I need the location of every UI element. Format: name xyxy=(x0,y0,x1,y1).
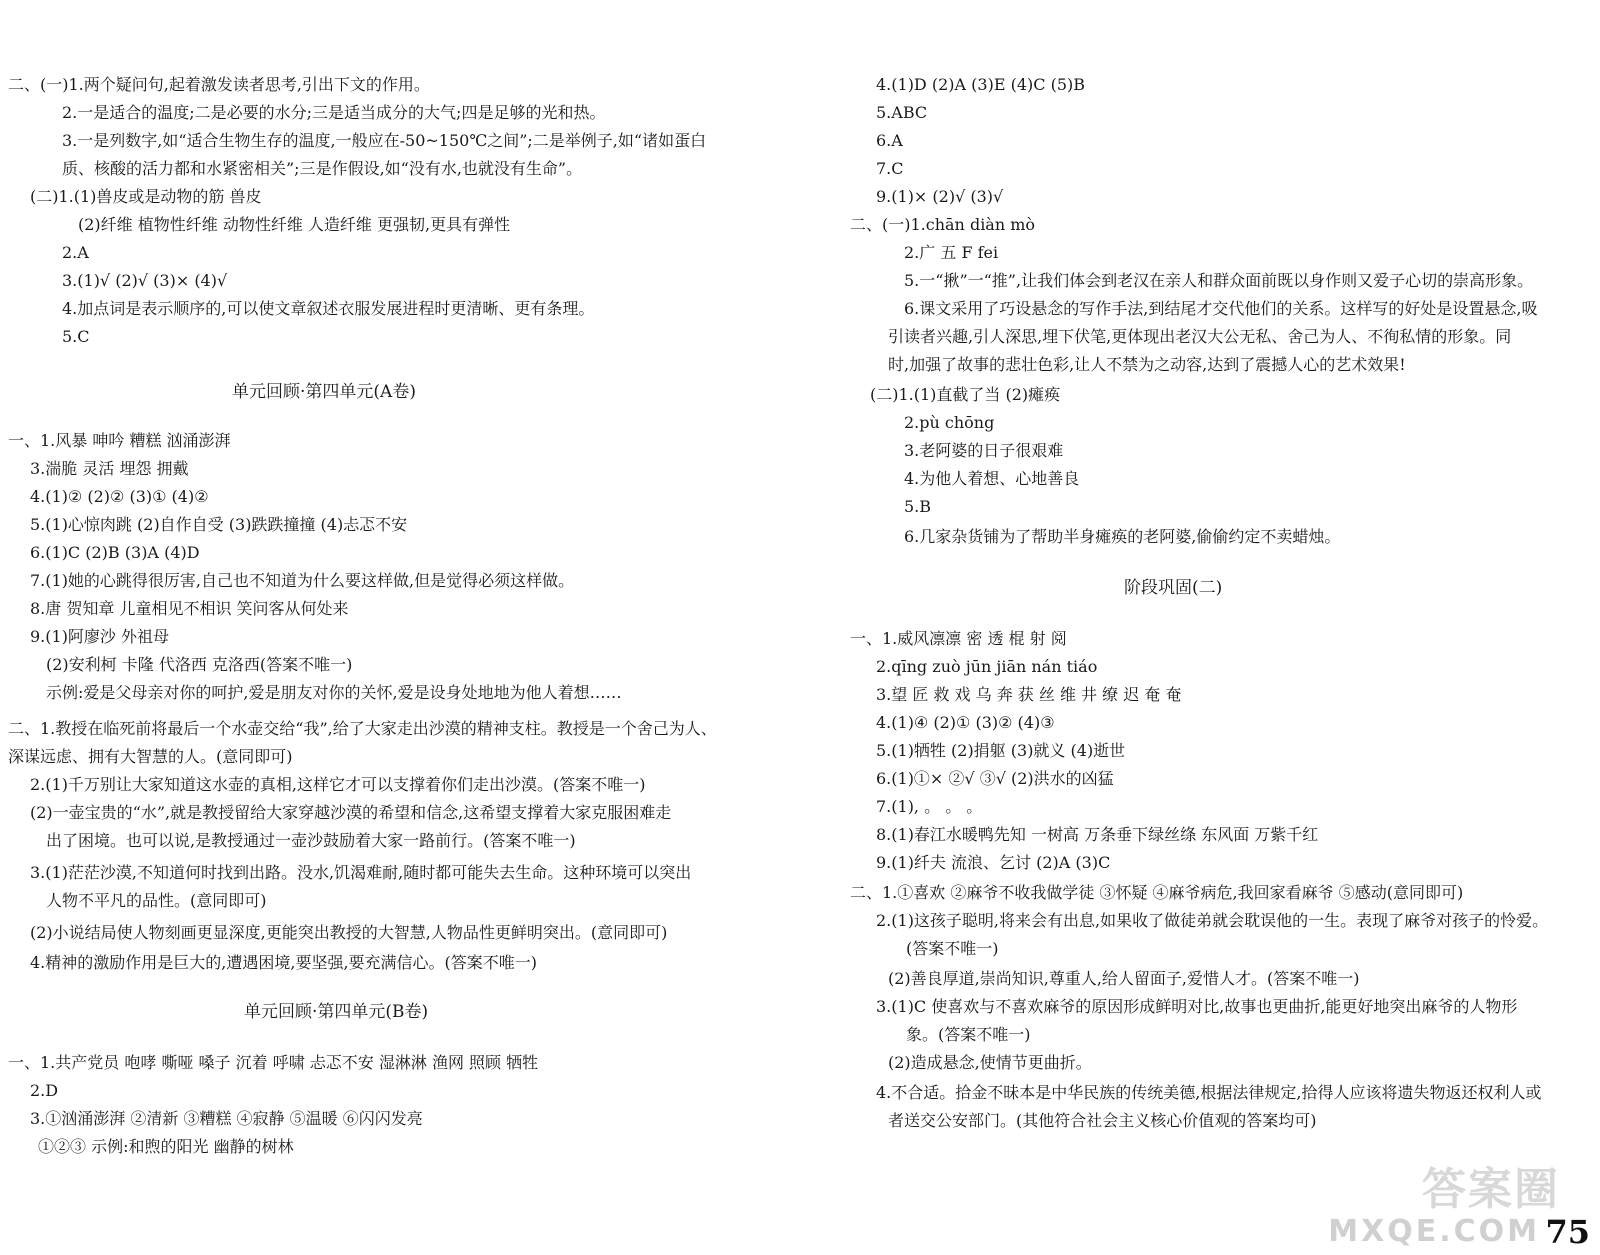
answer-line: 质、核酸的活力都和水紧密相关”;三是作假设,如“没有水,也就没有生命”。 xyxy=(62,159,583,178)
answer-line: 7.(1)她的心跳得很厉害,自己也不知道为什么要这样做,但是觉得必须这样做。 xyxy=(30,571,575,590)
answer-line: 引读者兴趣,引人深思,埋下伏笔,更体现出老汉大公无私、舍己为人、不徇私情的形象。同 xyxy=(888,327,1512,346)
answer-line: 2.一是适合的温度;二是必要的水分;三是适当成分的大气;四是足够的光和热。 xyxy=(62,103,606,122)
answer-line: 5.一“揪”一“推”,让我们体会到老汉在亲人和群众面前既以身作则又爱子心切的崇高形象。 xyxy=(904,271,1534,290)
answer-line: 3.老阿婆的日子很艰难 xyxy=(904,441,1064,460)
answer-line: 深谋远虑、拥有大智慧的人。(意同即可) xyxy=(8,747,293,766)
answer-line: 二、(一)1.chān diàn mò xyxy=(850,215,1036,234)
answer-line: 4.(1)② (2)② (3)① (4)② xyxy=(30,487,209,506)
answer-line: 5.(1)牺牲 (2)捐躯 (3)就义 (4)逝世 xyxy=(876,741,1126,760)
answer-line: 3.望 匠 救 戏 乌 奔 获 丝 维 井 缭 迟 奄 奄 xyxy=(876,685,1182,704)
watermark-url: MXQE.COM xyxy=(1328,1214,1540,1249)
answer-line: 9.(1)纤夫 流浪、乞讨 (2)A (3)C xyxy=(876,853,1111,872)
answer-line: 2.A xyxy=(62,243,89,262)
answer-line: 2.D xyxy=(30,1081,59,1100)
answer-line: 5.B xyxy=(904,497,932,516)
answer-line: 3.湍脆 灵活 埋怨 拥戴 xyxy=(30,459,189,478)
answer-line: 7.C xyxy=(876,159,904,178)
answer-line: 4.(1)④ (2)① (3)② (4)③ xyxy=(876,713,1055,732)
answer-line: 出了困境。也可以说,是教授通过一壶沙鼓励着大家一路前行。(答案不唯一) xyxy=(46,831,576,850)
answer-line: (二)1.(1)直截了当 (2)瘫痪 xyxy=(870,385,1061,404)
answer-line: 6.(1)C (2)B (3)A (4)D xyxy=(30,543,200,562)
answer-line: 3.(1)茫茫沙漠,不知道何时找到出路。没水,饥渴难耐,随时都可能失去生命。这种环境可以突出 xyxy=(30,863,692,882)
answer-line: 2.qīng zuò jūn jiān nán tiáo xyxy=(876,657,1098,676)
answer-line: 2.(1)千万别让大家知道这水壶的真相,这样它才可以支撑着你们走出沙漠。(答案不唯一) xyxy=(30,775,646,794)
section-title: 单元回顾·第四单元(B卷) xyxy=(244,1002,429,1022)
answer-line: 6.几家杂货铺为了帮助半身瘫痪的老阿婆,偷偷约定不卖蜡烛。 xyxy=(904,527,1341,546)
answer-line: 象。(答案不唯一) xyxy=(906,1025,1031,1044)
answer-line: 5.C xyxy=(62,327,90,346)
answer-line: 5.(1)心惊肉跳 (2)自作自受 (3)跌跌撞撞 (4)忐忑不安 xyxy=(30,515,408,534)
answer-line: 一、1.共产党员 咆哮 嘶哑 嗓子 沉着 呼啸 忐忑不安 湿淋淋 渔网 照顾 牺牲 xyxy=(8,1053,539,1072)
answer-line: (2)一壶宝贵的“水”,就是教授留给大家穿越沙漠的希望和信念,这希望支撑着大家克服困难走 xyxy=(30,803,672,822)
answer-line: 示例:爱是父母亲对你的呵护,爱是朋友对你的关怀,爱是设身处地地为他人着想…… xyxy=(46,683,622,702)
answer-line: 时,加强了故事的悲壮色彩,让人不禁为之动容,达到了震撼人心的艺术效果! xyxy=(888,355,1406,374)
answer-line: 人物不平凡的品性。(意同即可) xyxy=(46,891,267,910)
answer-line: (2)小说结局使人物刻画更显深度,更能突出教授的大智慧,人物品性更鲜明突出。(意同即可) xyxy=(30,923,668,942)
answer-line: 二、1.①喜欢 ②麻爷不收我做学徒 ③怀疑 ④麻爷病危,我回家看麻爷 ⑤感动(意同即可) xyxy=(850,883,1464,902)
answer-line: 3.(1)C 使喜欢与不喜欢麻爷的原因形成鲜明对比,故事也更曲折,能更好地突出麻爷的人物形 xyxy=(876,997,1518,1016)
answer-line: 3.(1)√ (2)√ (3)× (4)√ xyxy=(62,271,228,290)
answer-line: (2)安利柯 卡隆 代洛西 克洛西(答案不唯一) xyxy=(46,655,353,674)
answer-line: 6.A xyxy=(876,131,903,150)
answer-line: 6.(1)①× ②√ ③√ (2)洪水的凶猛 xyxy=(876,769,1114,788)
answer-line: 4.为他人着想、心地善良 xyxy=(904,469,1080,488)
answer-line: 6.课文采用了巧设悬念的写作手法,到结尾才交代他们的关系。这样写的好处是设置悬念,吸 xyxy=(904,299,1538,318)
answer-line: 2.广 五 F fei xyxy=(904,243,999,262)
page-number: 75 xyxy=(1545,1213,1590,1251)
answer-line: (2)纤维 植物性纤维 动物性纤维 人造纤维 更强韧,更具有弹性 xyxy=(78,215,511,234)
answer-line: 5.ABC xyxy=(876,103,928,122)
answer-line: (二)1.(1)兽皮或是动物的筋 兽皮 xyxy=(30,187,262,206)
answer-line: 7.(1), 。 。 。 xyxy=(876,797,983,816)
answer-line: 2.pù chōng xyxy=(904,413,995,432)
answer-line: (答案不唯一) xyxy=(906,939,999,958)
answer-line: 8.(1)春江水暖鸭先知 一树高 万条垂下绿丝绦 东风面 万紫千红 xyxy=(876,825,1319,844)
answer-line: ①②③ 示例:和煦的阳光 幽静的树林 xyxy=(38,1137,294,1156)
answer-line: 4.精神的激励作用是巨大的,遭遇困境,要坚强,要充满信心。(答案不唯一) xyxy=(30,953,538,972)
answer-line: 9.(1)× (2)√ (3)√ xyxy=(876,187,1004,206)
answer-line: 4.(1)D (2)A (3)E (4)C (5)B xyxy=(876,75,1085,94)
answer-line: 3.一是列数字,如“适合生物生存的温度,一般应在-50~150℃之间”;二是举例子,如“诸如蛋白 xyxy=(62,131,707,150)
answer-line: 4.加点词是表示顺序的,可以使文章叙述衣服发展进程时更清晰、更有条理。 xyxy=(62,299,595,318)
answer-line: 3.①汹涌澎湃 ②清新 ③糟糕 ④寂静 ⑤温暖 ⑥闪闪发亮 xyxy=(30,1109,423,1128)
answer-line: 2.(1)这孩子聪明,将来会有出息,如果收了做徒弟就会耽误他的一生。表现了麻爷对孩子的怜爱。 xyxy=(876,911,1549,930)
watermark-logo: 答案圈 xyxy=(1422,1164,1560,1215)
answer-line: 二、1.教授在临死前将最后一个水壶交给“我”,给了大家走出沙漠的精神支柱。教授是一个舍己为人、 xyxy=(8,719,717,738)
answer-line: 者送交公安部门。(其他符合社会主义核心价值观的答案均可) xyxy=(888,1111,1317,1130)
answer-line: 一、1.威风凛凛 密 透 棍 射 阅 xyxy=(850,629,1067,648)
section-title: 阶段巩固(二) xyxy=(1124,578,1223,598)
answer-line: 4.不合适。拾金不昧本是中华民族的传统美德,根据法律规定,拾得人应该将遗失物返还权利人或 xyxy=(876,1083,1542,1102)
answer-line: 二、(一)1.两个疑问句,起着激发读者思考,引出下文的作用。 xyxy=(8,75,430,94)
answer-line: 8.唐 贺知章 儿童相见不相识 笑问客从何处来 xyxy=(30,599,349,618)
answer-line: (2)造成悬念,使情节更曲折。 xyxy=(888,1053,1092,1072)
answer-line: (2)善良厚道,崇尚知识,尊重人,给人留面子,爱惜人才。(答案不唯一) xyxy=(888,969,1360,988)
section-title: 单元回顾·第四单元(A卷) xyxy=(232,382,416,402)
answer-line: 一、1.风暴 呻吟 糟糕 汹涌澎湃 xyxy=(8,431,231,450)
answer-line: 9.(1)阿廖沙 外祖母 xyxy=(30,627,170,646)
